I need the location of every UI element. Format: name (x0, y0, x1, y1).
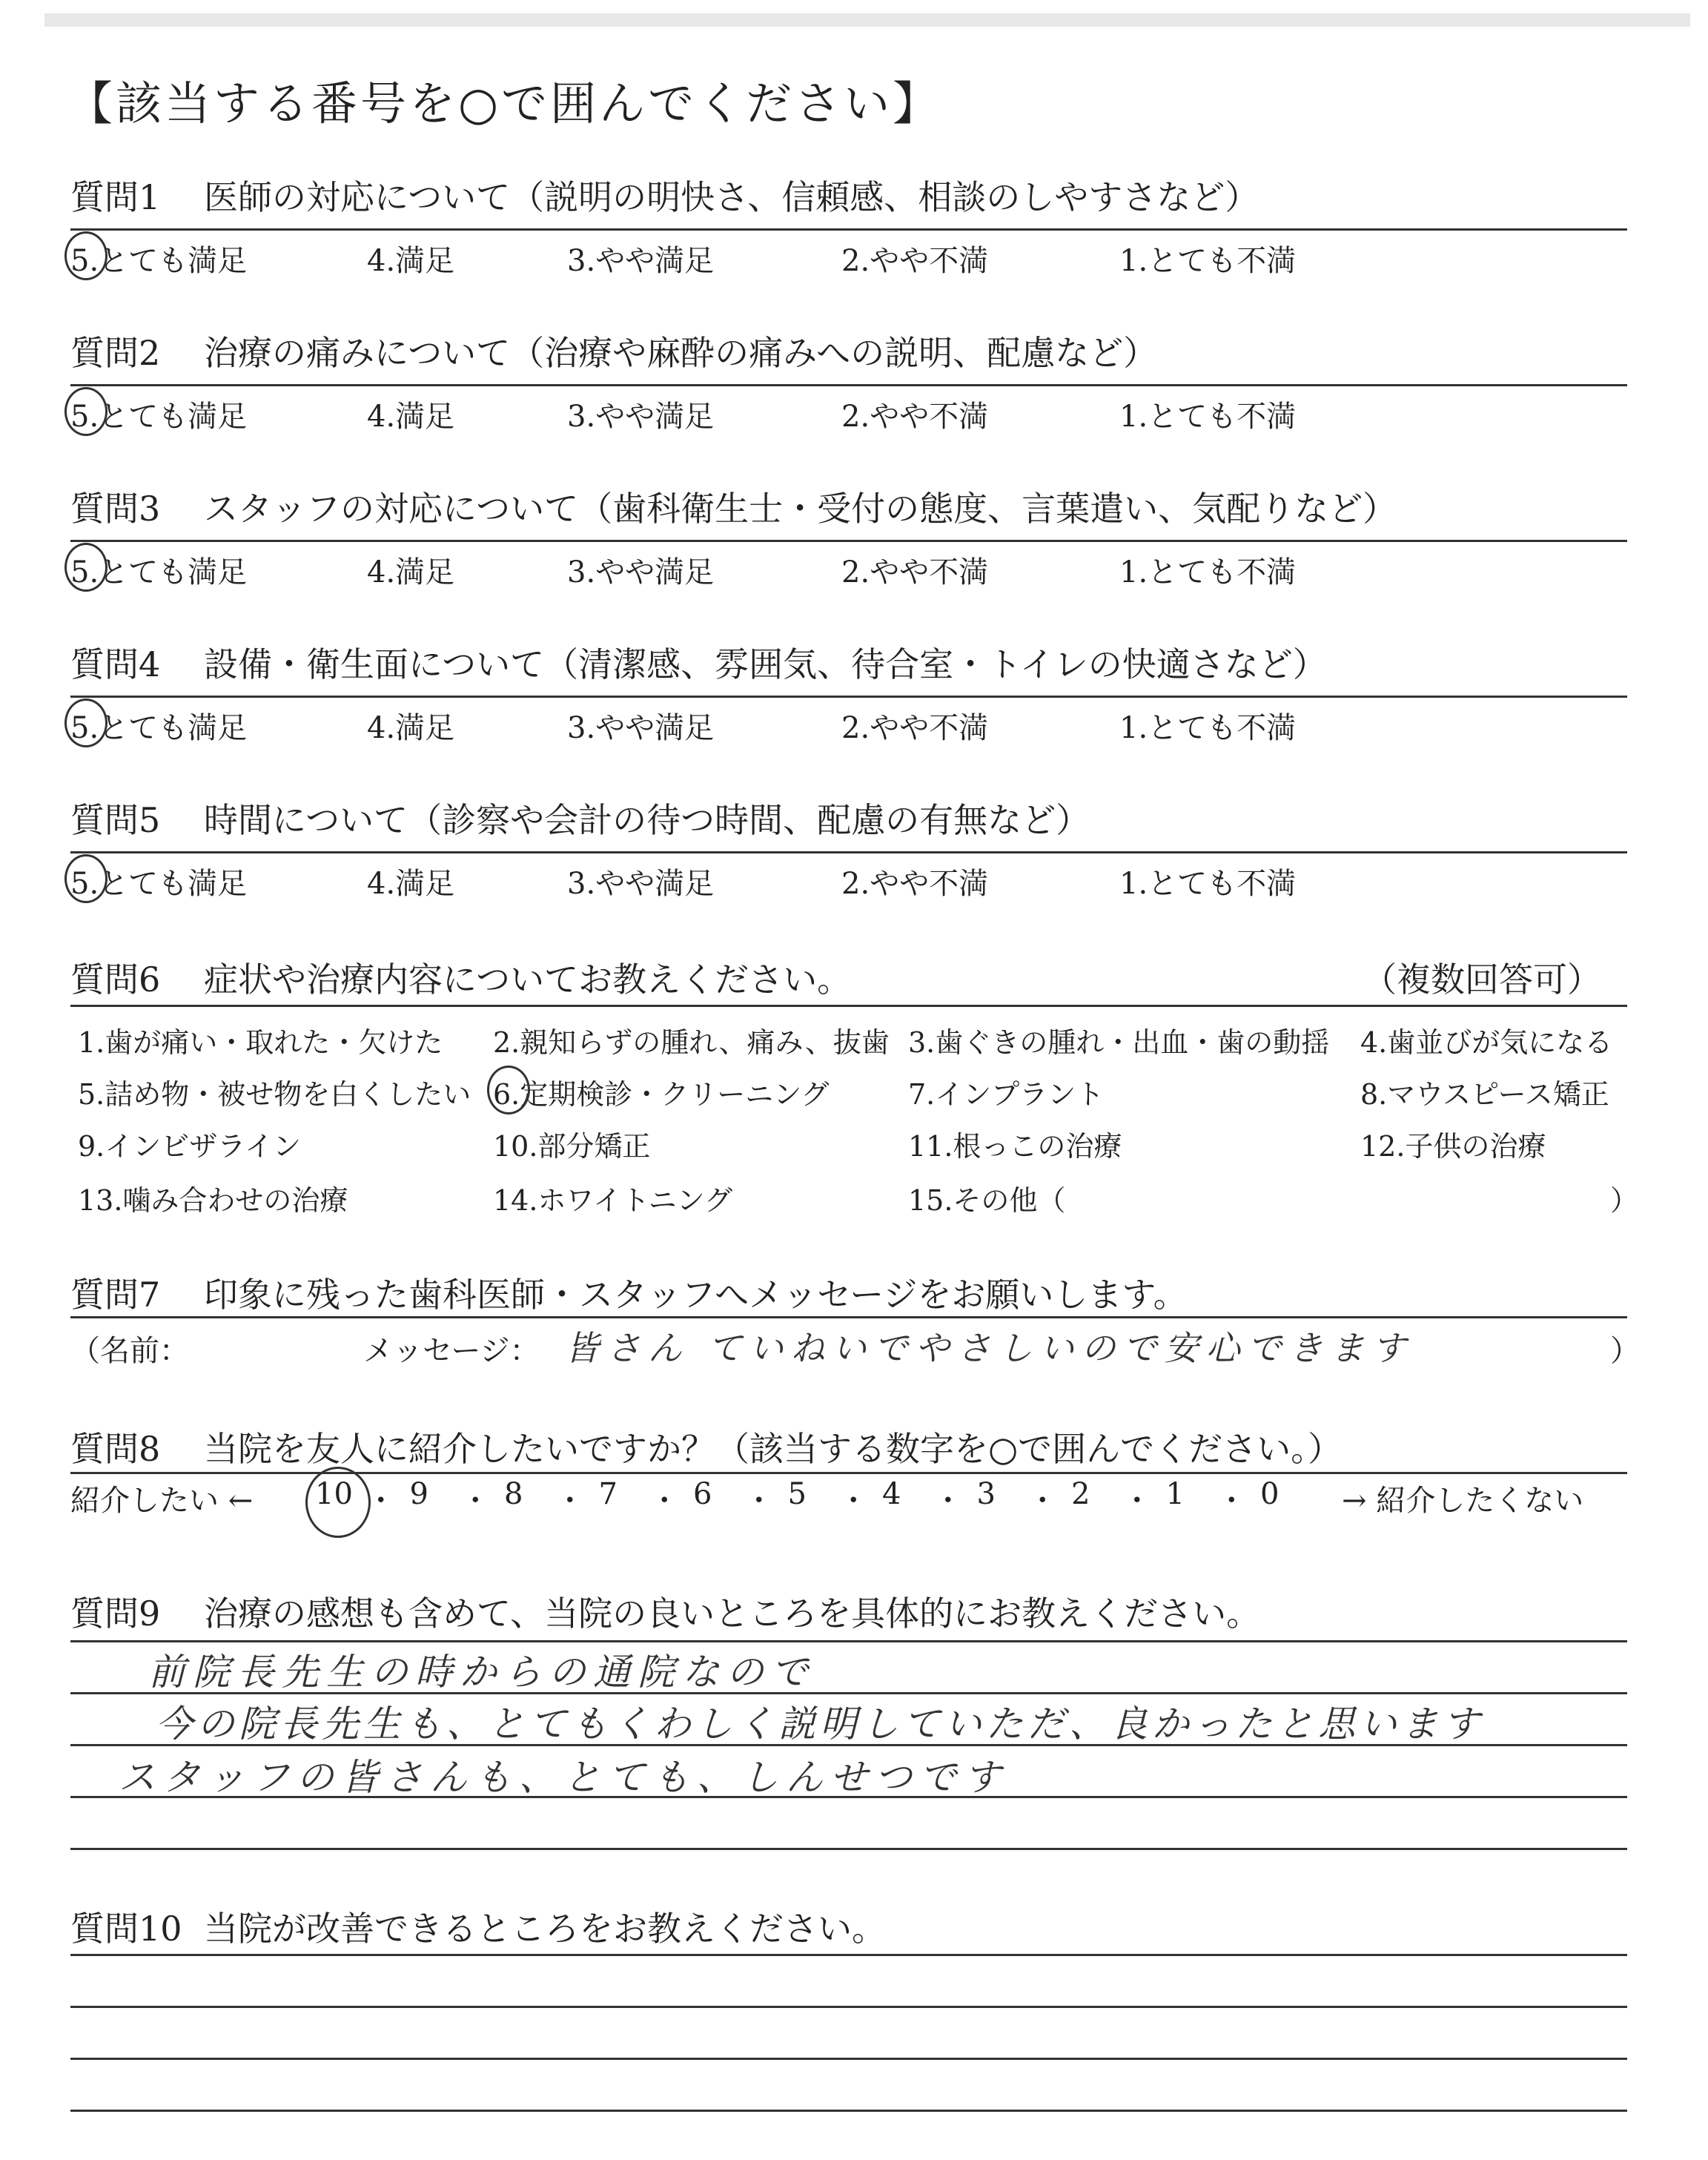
symptom-option[interactable]: 3.歯ぐきの腫れ・出血・歯の動揺 (908, 1026, 1330, 1059)
rating-option[interactable]: 4.満足 (367, 244, 455, 278)
question-9: 質問9 治療の感想も含めて、当院の良いところを具体的にお教えください。 (70, 1593, 1261, 1634)
rating-option[interactable]: 1.とても不満 (1119, 711, 1297, 745)
rule (70, 2110, 1627, 2112)
rule (70, 228, 1627, 231)
name-label: （名前： (70, 1334, 189, 1368)
rating-option[interactable]: 4.満足 (367, 400, 455, 434)
rating-option[interactable]: 5.とても満足 (70, 711, 248, 745)
rule (70, 851, 1627, 853)
rule (70, 384, 1627, 386)
symptom-option[interactable]: 5.詰め物・被せ物を白くしたい (78, 1078, 471, 1111)
rule (70, 1316, 1627, 1318)
rating-option[interactable]: 2.やや不満 (841, 400, 989, 434)
scale-separator: ・ (365, 1484, 396, 1518)
question-8: 質問8 当院を友人に紹介したいですか？（該当する数字を○で囲んでください。） (70, 1429, 1343, 1469)
symptom-option[interactable]: 11.根っこの治療 (908, 1130, 1122, 1163)
other-close-paren: ） (1610, 1184, 1639, 1217)
selected-circle (64, 231, 107, 280)
q9-answer-line-2: 今の院長先生も、とてもくわしく説明していただ、良かったと思います (156, 1702, 1484, 1745)
scale-number[interactable]: 8 (504, 1477, 523, 1511)
rule (70, 540, 1627, 542)
question-4: 質問4 設備・衛生面について（清潔感、雰囲気、待合室・トイレの快適さなど） (70, 644, 1327, 684)
symptom-option[interactable]: 14.ホワイトニング (493, 1184, 733, 1217)
scale-number[interactable]: 7 (598, 1477, 618, 1511)
scale-separator: ・ (1217, 1484, 1247, 1518)
rating-option[interactable]: 3.やや満足 (567, 555, 715, 589)
symptom-option[interactable]: 10.部分矯正 (493, 1130, 651, 1163)
page-title: 【該当する番号を○で囲んでください】 (67, 76, 942, 131)
recommend-right-label: → 紹介したくない (1342, 1484, 1584, 1518)
scan-edge (44, 13, 1690, 27)
rating-option[interactable]: 3.やや満足 (567, 711, 715, 745)
rating-option[interactable]: 2.やや不満 (841, 711, 989, 745)
scale-number[interactable]: 5 (787, 1477, 807, 1511)
scale-separator: ・ (460, 1484, 491, 1518)
multiple-answer-note: （複数回答可） (1363, 960, 1601, 1000)
selected-circle (64, 854, 107, 903)
scale-number[interactable]: 10 (315, 1477, 353, 1511)
rating-option[interactable]: 3.やや満足 (567, 400, 715, 434)
question-1: 質問1 医師の対応について（説明の明快さ、信頼感、相談のしやすさなど） (70, 177, 1260, 217)
symptom-option[interactable]: 8.マウスピース矯正 (1360, 1078, 1609, 1111)
scale-number[interactable]: 2 (1071, 1477, 1090, 1511)
question-7: 質問7 印象に残った歯科医師・スタッフへメッセージをお願いします。 (70, 1275, 1188, 1315)
q9-answer-line-1: 前院長先生の時からの通院なので (148, 1651, 815, 1694)
question-6: 質問6 症状や治療内容についてお教えください。 (70, 960, 852, 1000)
symptom-option[interactable]: 4.歯並びが気になる (1360, 1026, 1613, 1059)
symptom-option[interactable]: 1.歯が痛い・取れた・欠けた (78, 1026, 443, 1059)
rating-option[interactable]: 1.とても不満 (1119, 400, 1297, 434)
rule (70, 696, 1627, 698)
rating-option[interactable]: 1.とても不満 (1119, 244, 1297, 278)
symptom-option[interactable]: 7.インプラント (908, 1078, 1105, 1111)
q9-answer-line-3: スタッフの皆さんも、とても、しんせつです (119, 1756, 1008, 1799)
symptom-option[interactable]: 9.インビザライン (78, 1130, 302, 1163)
rating-option[interactable]: 3.やや満足 (567, 244, 715, 278)
rating-option[interactable]: 4.満足 (367, 555, 455, 589)
rule (70, 1954, 1627, 1956)
scale-separator: ・ (1122, 1484, 1152, 1518)
rating-option[interactable]: 4.満足 (367, 867, 455, 901)
rating-option[interactable]: 4.満足 (367, 711, 455, 745)
question-10: 質問10 当院が改善できるところをお教えください。 (70, 1909, 886, 1949)
rating-option[interactable]: 5.とても満足 (70, 244, 248, 278)
question-5: 質問5 時間について（診察や会計の待つ時間、配慮の有無など） (70, 800, 1090, 840)
symptom-option[interactable]: 15.その他（ (908, 1184, 1066, 1217)
rule (70, 1848, 1627, 1850)
scale-number[interactable]: 9 (409, 1477, 428, 1511)
symptom-option[interactable]: 12.子供の治療 (1360, 1130, 1546, 1163)
selected-circle (487, 1066, 530, 1114)
scale-number[interactable]: 1 (1165, 1477, 1185, 1511)
rating-option[interactable]: 5.とても満足 (70, 555, 248, 589)
rule (70, 1005, 1627, 1007)
scale-separator: ・ (649, 1484, 680, 1518)
rule (70, 1472, 1627, 1474)
scale-number[interactable]: 4 (882, 1477, 901, 1511)
message-handwriting: 皆さん ていねいでやさしいので安心できます (565, 1328, 1414, 1368)
recommend-left-label: 紹介したい ← (70, 1484, 254, 1518)
question-2: 質問2 治療の痛みについて（治療や麻酔の痛みへの説明、配慮など） (70, 333, 1158, 373)
selected-circle (64, 698, 107, 747)
scale-separator: ・ (555, 1484, 585, 1518)
selected-circle (64, 543, 107, 592)
scale-separator: ・ (1027, 1484, 1058, 1518)
scale-number[interactable]: 0 (1260, 1477, 1280, 1511)
rule (70, 2058, 1627, 2060)
selected-circle (305, 1467, 371, 1538)
selected-circle (64, 387, 107, 436)
rating-option[interactable]: 5.とても満足 (70, 867, 248, 901)
scale-separator: ・ (744, 1484, 774, 1518)
scale-separator: ・ (838, 1484, 869, 1518)
rating-option[interactable]: 5.とても満足 (70, 400, 248, 434)
rating-option[interactable]: 2.やや不満 (841, 555, 989, 589)
question-3: 質問3 スタッフの対応について（歯科衛生士・受付の態度、言葉遣い、気配りなど） (70, 489, 1397, 529)
symptom-option[interactable]: 2.親知らずの腫れ、痛み、抜歯 (493, 1026, 890, 1059)
symptom-option[interactable]: 6.定期検診・クリーニング (493, 1078, 830, 1111)
rating-option[interactable]: 2.やや不満 (841, 867, 989, 901)
rating-option[interactable]: 3.やや満足 (567, 867, 715, 901)
rule (70, 2006, 1627, 2008)
message-close-paren: ） (1610, 1334, 1640, 1368)
rating-option[interactable]: 2.やや不満 (841, 244, 989, 278)
scale-separator: ・ (933, 1484, 963, 1518)
symptom-option[interactable]: 13.噛み合わせの治療 (78, 1184, 348, 1217)
message-label: メッセージ： (363, 1334, 540, 1368)
rating-option[interactable]: 1.とても不満 (1119, 555, 1297, 589)
rating-option[interactable]: 1.とても不満 (1119, 867, 1297, 901)
scale-number[interactable]: 3 (976, 1477, 996, 1511)
scale-number[interactable]: 6 (693, 1477, 712, 1511)
